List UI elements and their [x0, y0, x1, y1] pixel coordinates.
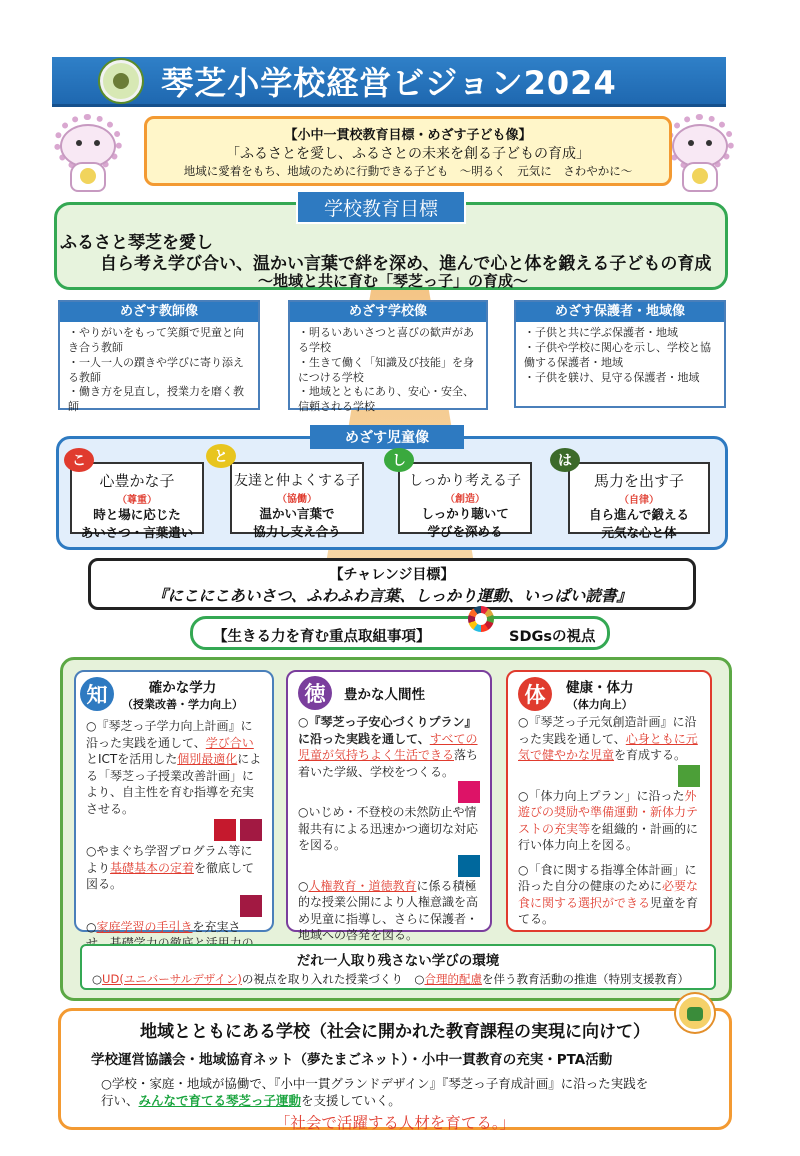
mascot-left-icon: [52, 110, 124, 194]
community-box: [58, 1008, 732, 1130]
community-heading: 地域とともにある学校（社会に開かれた教育課程の実現に向けて）: [140, 1022, 650, 1042]
community-emblem-icon: [676, 994, 714, 1032]
inclusive-body: ○UD(ユニバーサルデザイン)の視点を取り入れた授業づくり ○合理的配慮を伴う教育活動の推進（特別支援教育）: [92, 972, 689, 986]
mark-shi-icon: し: [384, 448, 414, 472]
teacher-image-heading: めざす教師像: [60, 302, 258, 322]
kanji-tai-icon: 体: [518, 677, 552, 711]
challenge-goal-box: [88, 558, 696, 610]
school-image-heading: めざす学校像: [290, 302, 486, 322]
focus-bar: [190, 616, 610, 650]
inclusive-learning-box: [80, 944, 716, 990]
child-card-kokoro: 心豊かな子 （尊重） 時と場に応じた あいさつ・言葉遣い: [70, 462, 204, 534]
goal-main: 「ふるさとを愛し、ふるさとの未来を創る子どもの育成」: [226, 146, 590, 162]
kanji-chi-icon: 知: [80, 677, 114, 711]
kanji-toku-icon: 徳: [298, 676, 332, 710]
education-goal-line2: 自ら考え学び合い、温かい言葉で絆を深め、進んで心と体を鍛える子どもの育成: [100, 254, 712, 274]
child-card-tomodachi: 友達と仲よくする子 （協働） 温かい言葉で 協力し支え合う: [230, 462, 364, 534]
mark-to-icon: と: [206, 444, 236, 468]
child-image-tab: めざす児童像: [310, 425, 464, 449]
parent-image-heading: めざす保護者・地域像: [516, 302, 724, 322]
education-goal-tab: 学校教育目標: [296, 190, 466, 224]
parent-image-box: [514, 300, 726, 408]
education-goal-line3: ～地域と共に育む「琴芝っ子」の育成～: [258, 272, 529, 290]
sdg8b-icon: [240, 895, 262, 917]
inclusive-heading: だれ一人取り残さない学びの環境: [296, 953, 500, 969]
focus-heading: 【生きる力を育む重点取組事項】: [213, 629, 431, 645]
education-goal-line1: ふるさと琴芝を愛し: [60, 233, 213, 253]
health-text: ○『琴芝っ子元気創造計画』に沿った実践を通して、心身ともに元気で健やかな児童を育成する。 ○「体力向上プラン」に沿った外遊びの奨励や準備運動・新体力テストの充実等を組織的・計画的に行い体力向上を図る。 ○「食に関する指導全体計画」に沿った自分の健康のために必要な食に関する選択ができる児童を育てる。: [518, 715, 699, 927]
parent-image-body: ・子供と共に学ぶ保護者・地域 ・子供や学校に関心を示し、学校と協働する保護者・地域 ・子供を躾け、見守る保護者・地域: [524, 326, 711, 384]
column-humanity: 徳 豊かな人間性 ○『琴芝っ子安心づくりプラン』に沿った実践を通して、すべての児童が気持ちよく生活できる落ち着いた学級、学校をつくる。 ○いじめ・不登校の未然防止や情報共有による迅速かつ適切な対応を図る。 ○人権教育・道徳教育に係る積極的な授業公開により人権意識を高め児童に指導し、さらに保護者・地域への啓発を図る。: [286, 670, 492, 932]
mark-ko-icon: こ: [64, 448, 94, 472]
mascot-right-icon: [664, 110, 736, 194]
school-image-box: [288, 300, 488, 414]
page-title: 琴芝小学校経営ビジョン2024: [52, 57, 726, 107]
column-health: 体 健康・体力 （体力向上） ○『琴芝っ子元気創造計画』に沿った実践を通して、心身ともに元気で健やかな児童を育成する。 ○「体力向上プラン」に沿った外遊びの奨励や準備運動・新体力テストの充実等を組織的・計画的に行い体力向上を図る。 ○「食に関する指導全体計画」に沿った自分の健康のために必要な食に関する選択ができる児童を育てる。: [506, 670, 712, 932]
mark-ha-icon: は: [550, 448, 580, 472]
sdg8-icon: [240, 819, 262, 841]
child-card-shikkari: しっかり考える子 （創造） しっかり聴いて 学びを深める: [398, 462, 532, 534]
teacher-image-body: ・やりがいをもって笑顔で児童と向き合う教師 ・一人一人の躓きや学びに寄り添える教師 ・働き方を見直し，授業力を磨く教師: [68, 326, 244, 414]
knowledge-text: ○『琴芝っ子学力向上計画』に沿った実践を通して、学び合いとICTを活用した個別最適化による「琴芝っ子授業改善計画」により、自主性を育む指導を充実させる。 ○やまぐち学習プログラム等により基礎基本の定着を徹底して図る。 ○家庭学習の手引きを充実さ: [86, 719, 262, 934]
column-knowledge: 知 確かな学力 （授業改善・学力向上） ○『琴芝っ子学力向上計画』に沿った実践を通して、学び合いとICTを活用した個別最適化による「琴芝っ子授業改善計画」により、自主性を育む指導を充実させる。 ○やまぐち学習プログラム等により基礎基本の定着を徹底して図る。 ○家庭学習の手引きを充実さ: [74, 670, 274, 932]
community-sub: 学校運営協議会・地域協育ネット（夢たまごネット）・小中一貫教育の充実・PTA活動: [91, 1052, 613, 1068]
challenge-heading: 【チャレンジ目標】: [329, 567, 455, 583]
sdgs-label: SDGsの視点: [509, 629, 596, 645]
sdg10-icon: [458, 781, 480, 803]
child-card-bariki: 馬力を出す子 （自律） 自ら進んで鍛える 元気な心と体: [568, 462, 710, 534]
sdg3-icon: [678, 765, 700, 787]
challenge-body: 『にこにこあいさつ、ふわふわ言葉、しっかり運動、いっぱい読書』: [152, 587, 632, 605]
school-image-body: ・明るいあいさつと喜びの歓声がある学校 ・生きて働く「知識及び技能」を身につける学校 ・地域とともにあり、安心・安全、信頼される学校: [298, 326, 474, 414]
school-seal-icon: [100, 60, 142, 102]
goal-heading: 【小中一貫校教育目標・めざす子ども像】: [284, 128, 532, 143]
sdg-wheel-icon: [468, 606, 494, 632]
humanity-text: ○『琴芝っ子安心づくりプラン』に沿った実践を通して、すべての児童が気持ちよく生活できる落ち着いた学級、学校をつくる。 ○いじめ・不登校の未然防止や情報共有による迅速かつ適切な対応を図る。 ○人権教育・道徳教育に係る積極的な授業公開により人権意識を高め児童に指導し、さらに保護者・地域への啓発を図る。: [298, 715, 479, 943]
sdg16-icon: [458, 855, 480, 877]
sdg4-icon: [214, 819, 236, 841]
teacher-image-box: [58, 300, 260, 414]
school-goal-box: [144, 116, 672, 186]
goal-sub: 地域に愛着をもち、地域のために行動できる子ども ～明るく 元気に さわやかに～: [183, 164, 633, 178]
community-slogan: 「社会で活躍する人材を育てる。」: [274, 1113, 516, 1132]
community-text: ○学校・家庭・地域が協働で、『小中一貫グランドデザイン』『琴芝っ子育成計画』に沿った実践を 行い、みんなで育てる琴芝っ子運動を支援していく。: [101, 1076, 649, 1108]
